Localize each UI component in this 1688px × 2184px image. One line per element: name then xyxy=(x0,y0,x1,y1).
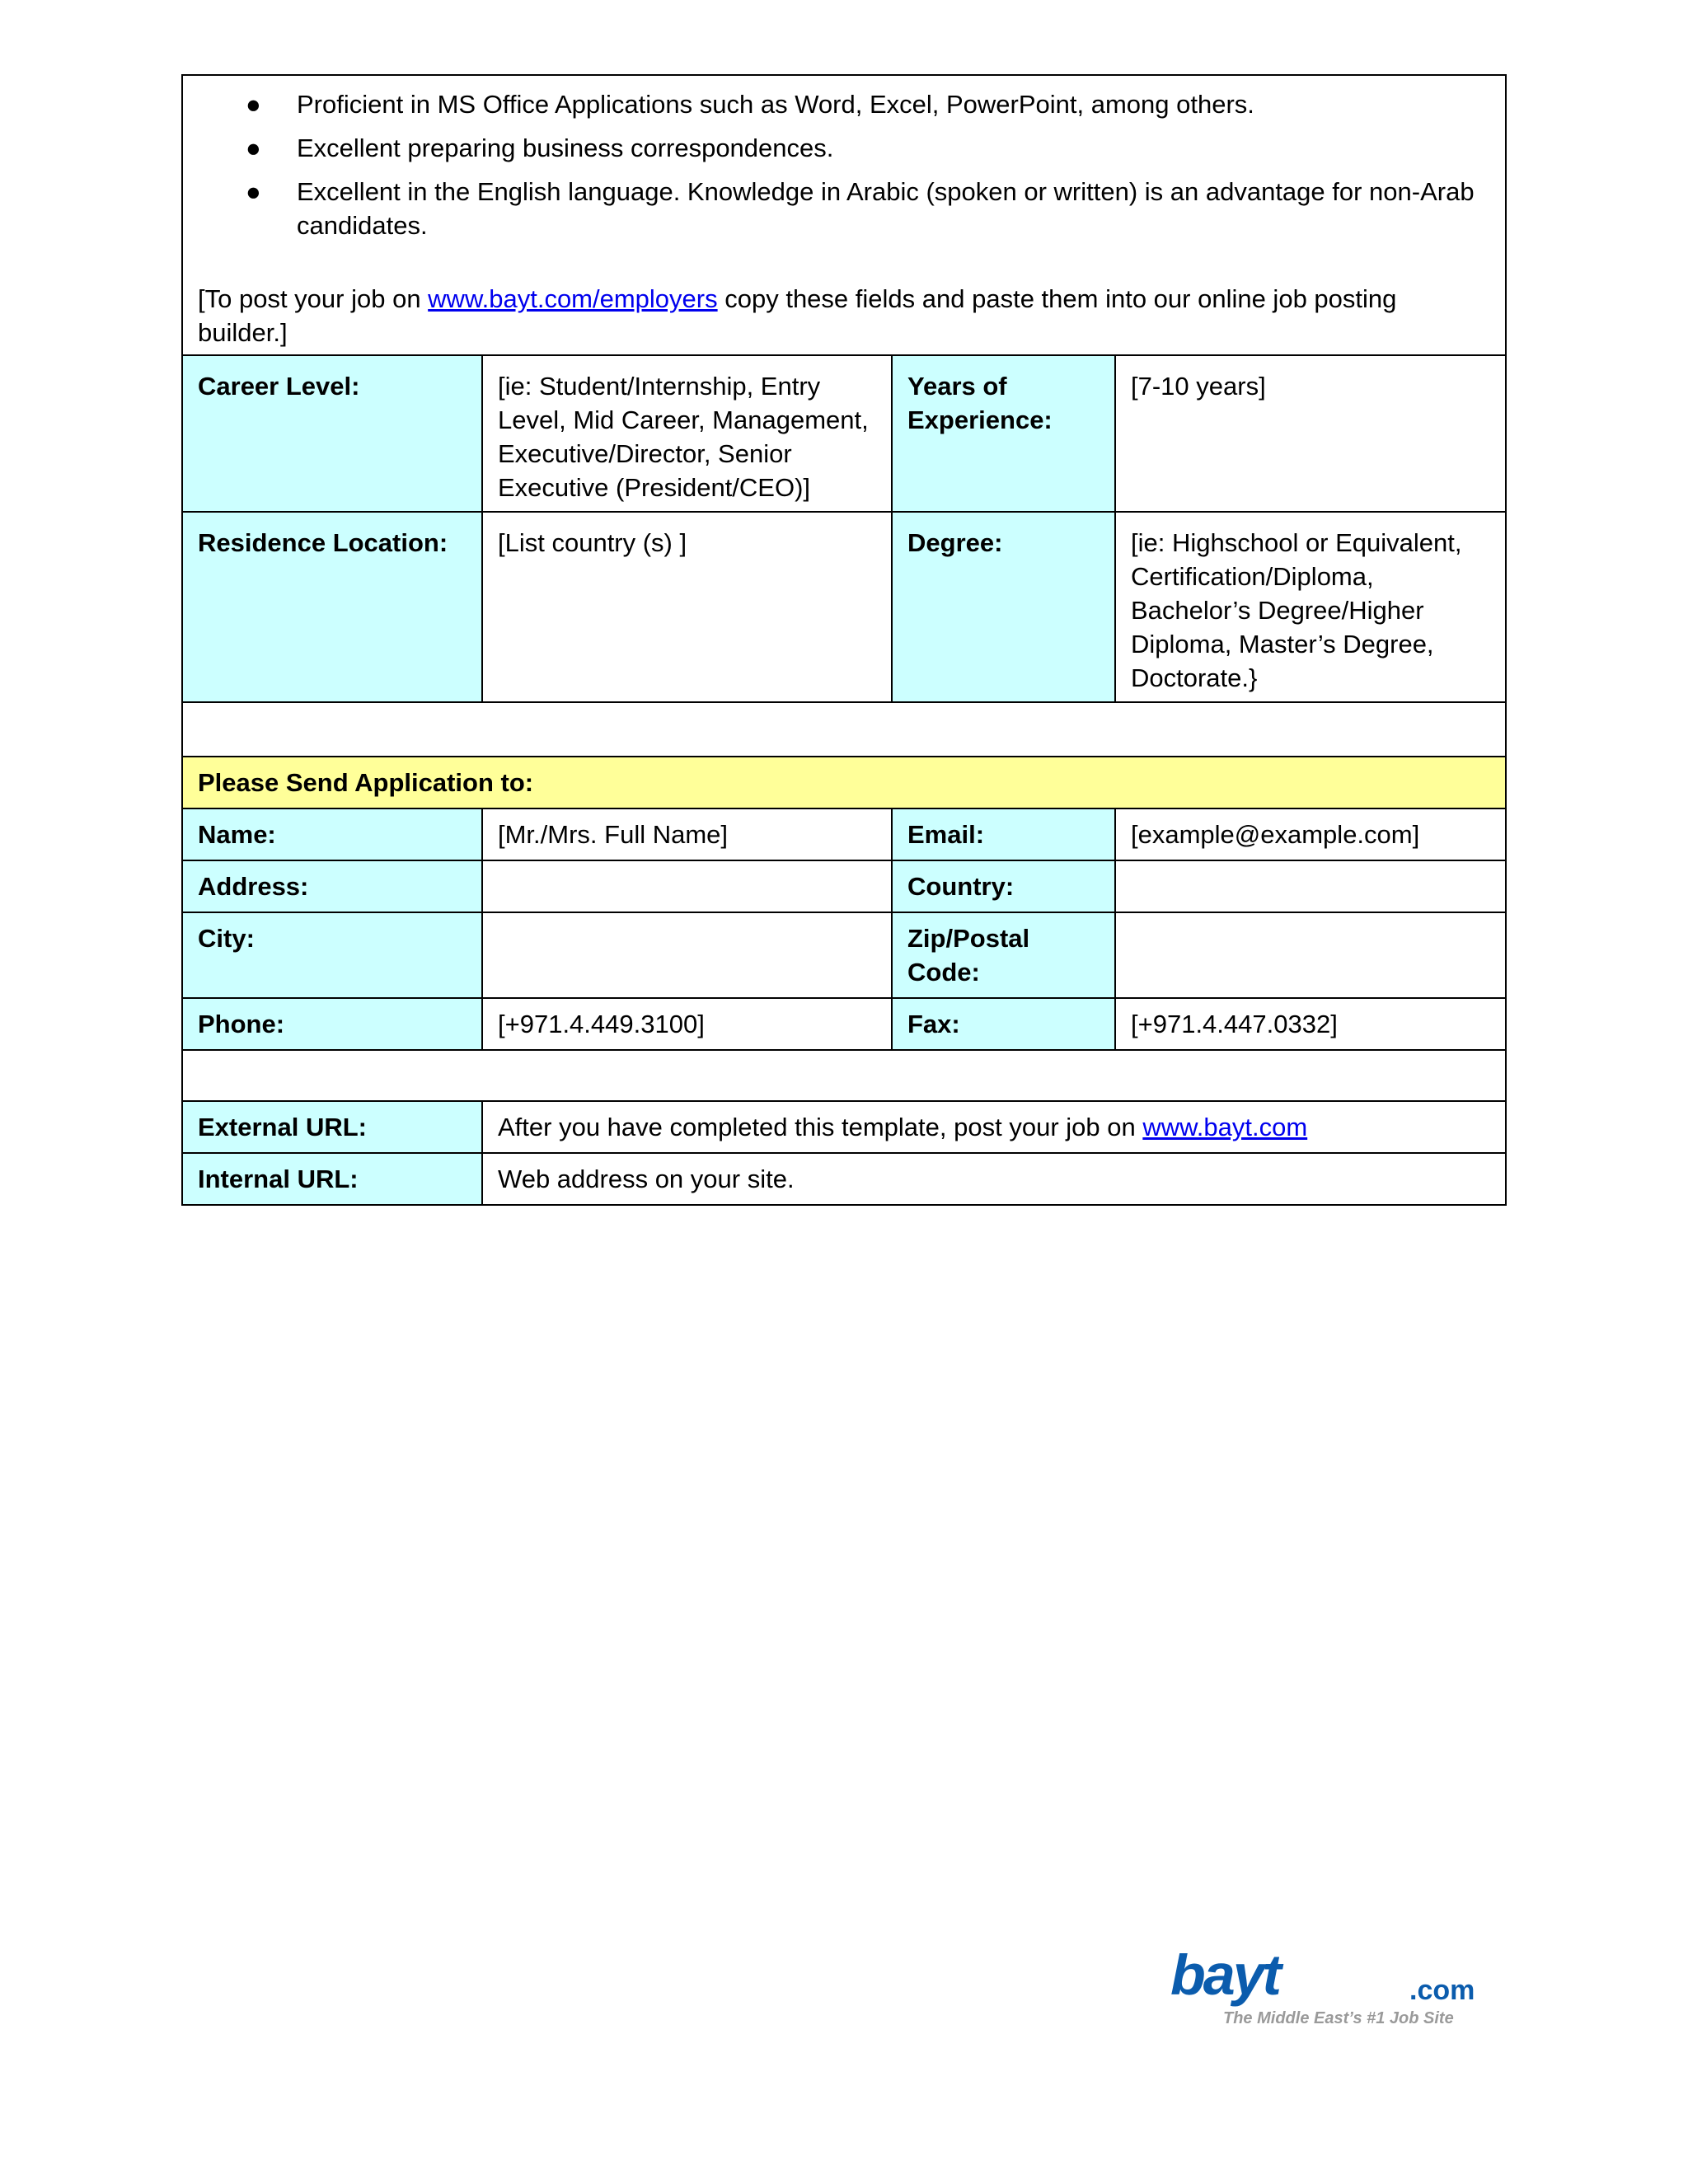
degree-label: Degree: xyxy=(892,512,1115,702)
logo-suffix: .com xyxy=(1409,1975,1475,2006)
degree-value: [ie: Highschool or Equivalent, Certification/Diploma, Bachelor’s Degree/Higher Diploma, Master’s Degree, Doctorate.} xyxy=(1115,512,1506,702)
residence-value: [List country (s) ] xyxy=(482,512,892,702)
internal-url-value: Web address on your site. xyxy=(482,1153,1506,1205)
address-row xyxy=(182,860,1506,912)
zip-label: Zip/Postal Code: xyxy=(892,912,1115,998)
requirements-row xyxy=(182,75,1506,355)
city-label: City: xyxy=(182,912,482,998)
country-value xyxy=(1115,860,1506,912)
spacer-cell xyxy=(182,702,1506,757)
name-label: Name: xyxy=(182,808,482,860)
bullet-icon: ● xyxy=(246,177,261,206)
city-row xyxy=(182,912,1506,998)
name-value: [Mr./Mrs. Full Name] xyxy=(482,808,892,860)
external-url-row xyxy=(182,1101,1506,1153)
requirement-item: ● Proficient in MS Office Applications such as Word, Excel, PowerPoint, among others. xyxy=(297,87,1490,121)
residence-label: Residence Location: xyxy=(182,512,482,702)
fax-value: [+971.4.447.0332] xyxy=(1115,998,1506,1050)
residence-row xyxy=(182,512,1506,702)
internal-url-label: Internal URL: xyxy=(182,1153,482,1205)
country-label: Country: xyxy=(892,860,1115,912)
employers-link[interactable]: www.bayt.com/employers xyxy=(428,284,718,313)
external-url-value: After you have completed this template, post your job on www.bayt.com xyxy=(482,1101,1506,1153)
application-heading-row xyxy=(182,757,1506,808)
address-label: Address: xyxy=(182,860,482,912)
requirement-item: ● Excellent preparing business correspondences. xyxy=(297,131,1490,165)
application-heading: Please Send Application to: xyxy=(182,757,1506,808)
job-template-document xyxy=(181,74,1505,1206)
bayt-link[interactable]: www.bayt.com xyxy=(1142,1113,1308,1141)
spacer-cell xyxy=(182,1050,1506,1101)
address-value xyxy=(482,860,892,912)
experience-value: [7-10 years] xyxy=(1115,355,1506,512)
spacer-row xyxy=(182,1050,1506,1101)
email-label: Email: xyxy=(892,808,1115,860)
city-value xyxy=(482,912,892,998)
phone-label: Phone: xyxy=(182,998,482,1050)
zip-value xyxy=(1115,912,1506,998)
requirement-item: ● Excellent in the English language. Knowledge in Arabic (spoken or written) is an advantage for non-Arab candidates. xyxy=(297,175,1490,242)
logo-brand: bayt xyxy=(1170,1953,1279,2007)
logo-tagline: The Middle East’s #1 Job Site xyxy=(1223,2009,1454,2027)
requirements-list xyxy=(198,87,1490,242)
career-level-value: [ie: Student/Internship, Entry Level, Mid Career, Management, Executive/Director, Senior Executive (President/CEO)] xyxy=(482,355,892,512)
career-level-row xyxy=(182,355,1506,512)
requirements-cell xyxy=(182,75,1506,355)
internal-url-row xyxy=(182,1153,1506,1205)
job-posting-table xyxy=(181,74,1507,1206)
bullet-icon: ● xyxy=(246,90,261,119)
career-level-label: Career Level: xyxy=(182,355,482,512)
fax-label: Fax: xyxy=(892,998,1115,1050)
external-url-label: External URL: xyxy=(182,1101,482,1153)
bayt-logo xyxy=(1170,1953,1492,2027)
bullet-icon: ● xyxy=(246,134,261,162)
phone-row xyxy=(182,998,1506,1050)
name-row xyxy=(182,808,1506,860)
spacer-row xyxy=(182,702,1506,757)
posting-note: [To post your job on www.bayt.com/employers copy these fields and paste them into our online job posting builder.] xyxy=(198,284,1397,347)
experience-label: Years of Experience: xyxy=(892,355,1115,512)
email-value: [example@example.com] xyxy=(1115,808,1506,860)
phone-value: [+971.4.449.3100] xyxy=(482,998,892,1050)
